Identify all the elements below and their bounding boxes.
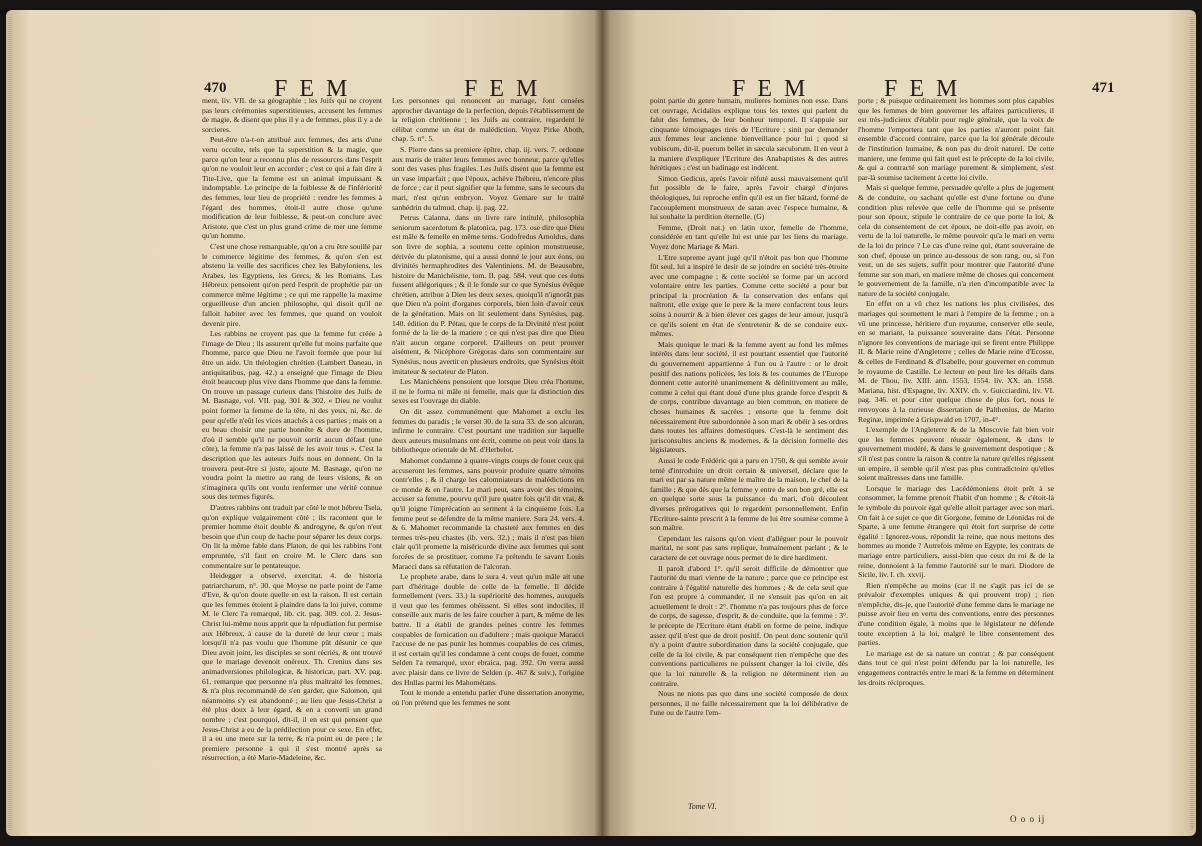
book-gutter [594, 10, 610, 836]
right-page-edge [1190, 16, 1194, 830]
paragraph: Les Manichéens pensoient que lorsque Dieu créa l'homme, il ne le forma ni mâle ni femelle, mais que la distinction des sexes est l'ouvrage du diable. [392, 377, 584, 406]
text-column [202, 96, 382, 826]
text-column [392, 96, 584, 826]
paragraph: En effet on a vû chez les nations les plus civilisées, des mariages qui soumettent le mari à l'empire de la femme ; on a vû une princesse, héritiere d'un royaume, conserver elle seule, en se mariant, la puissance souveraine dans l'état. Personne n'ignore les conventions de mariage qui se firent entre Philippe II. & Marie reine d'Angleterre ; celles de Marie reine d'Ecosse, & celles de Ferdinand & d'Isabelle, pour gouverner en commun le royaume de Castille. Le lecteur en peut lire les détails dans M. de Thou, liv. XIII. ann. 1553, 1554. liv. XX. an. 1558. Mariana, hist. d'Espagne, liv. XXIV. ch. v. Guicciardini, liv. VI. pag. 346. et pour citer quelque chose de plus fort, nous le renvoyons à la curieuse dissertation de Palthenius, de Marito Reginæ, imprimée à Grispwald en 1707, in-4°. [858, 299, 1054, 424]
gathering-mark: O o o ij [1010, 814, 1046, 824]
paragraph: Mais quoique le mari & la femme ayent au fond les mêmes intérêts dans leur société, il est pourtant essentiel que l'autorité du gouvernement appartienne à l'un ou à l'autre : or le droit positif des nations policées, les lois & les coutumes de l'Europe donnent cette autorité unanimement & définitivement au mâle, comme à celui qui étant doué d'une plus grande force d'esprit & de corps, contribue davantage au bien commun, en matiere de choses humaines & sacrées ; ensorte que la femme doit nécessairement être subordonnée à son mari & obéir à ses ordres dans toutes les affaires domestiques. C'est-là le sentiment des jurisconsultes anciens & modernes, & la décision formelle des législateurs. [650, 339, 848, 455]
paragraph: Aussi le code Frédéric qui a paru en 1750, & qui semble avoir tenté d'introduire un droit certain & universel, déclare que le mari est par sa nature même le maître de la maison, le chef de la famille ; & que dès que la femme y entre de son bon gré, elle est en quelque sorte sous la puissance du mari, d'où découlent diverses prérogatives qui le regardent personnellement. Enfin l'Ecriture-sainte prescrit à la femme de lui être soumise comme à son maître. [650, 455, 848, 533]
running-head: F E M [732, 76, 809, 102]
paragraph: Lorsque le mariage des Lacédémoniens étoit prêt à se consommer, la femme prenoit l'habit d'un homme ; & c'étoit-là le symbole du pouvoir égal qu'elle alloit partager avec son mari. On fait à ce sujet ce que dit Gorgone, femme de Léonidas roi de Sparte, à une femme étrangere qui étoit fort surprise de cette égalité : Ignorez-vous, répondit la reine, que nous mettons des hommes au monde ? Autrefois même en Egypte, les contrats de mariage entre particuliers, aussi-bien que ceux du roi & de la reine, donnoient à la femme l'autorité sur le mari. Diodore de Sicile, liv. I. ch. xxvij. [858, 483, 1054, 580]
volume-signature: Tome VI. [688, 802, 717, 811]
paragraph: Mahomet condamne à quatre-vingts coups de fouet ceux qui accuseront les femmes, sans pouvoir produire quatre témoins contr'elles ; & il charge les calomniateurs de malédictions en ce monde & en l'autre. Le mari peut, sans avoir des témoins, accuser sa femme, pourvu qu'il jure quatre fois qu'il dit vrai, & qu'il joigne l'imprécation au serment à la cinquieme fois. La femme peut se défendre de la même maniere. Sura 24. vers. 4. & 6. Mahomet recommande la chasteté aux femmes en des termes très-peu chastes (ib. vers. 32.) ; mais il n'est pas bien clair qu'il promette la miséricorde divine aux femmes qui sont forcées de se prostituer, comme l'a prétendu le savant Louis Maracci dans sa réfutation de l'alcoran. [392, 455, 584, 571]
page-number: 470 [204, 80, 227, 96]
running-head: F E M [884, 76, 961, 102]
text-column [650, 96, 848, 800]
left-page [6, 10, 602, 836]
page-number: 471 [1092, 80, 1115, 96]
paragraph: Les rabbins ne croyent pas que la femme fut créée à l'image de Dieu ; ils assurent qu'elle fut moins parfaite que l'homme, parce que Dieu ne l'avoit formée que pour lui être un aide. Un théologien chrétien (Lambert Daneau, in antiquitatibus, pag. 42.) a enseigné que l'image de Dieu étoit beaucoup plus vive dans l'homme que dans la femme. On trouve un passage curieux dans l'histoire des Juifs de M. Basnage, vol. VII. pag. 301 & 302. « Dieu ne voulut point former la femme de la tête, ni des yeux, ni, &c. de peur qu'elle n'eût les vices attachés à ces parties ; mais on a eu beau choisir une partie honnête & dure de l'homme, d'où il semble qu'il ne pouvoit sortir aucun défaut (une côte), la femme n'a pas laissé de les avoir tous ». C'est la description que les auteurs Juifs nous en donnent. On la trouvera peut-être si juste, ajoute M. Basnage, qu'on ne voudra point la mettre au rang de leurs visions, & on s'imaginera qu'ils ont voulu renfermer une vérité connue sous des termes figurés. [202, 329, 382, 502]
paragraph: Simon Gedicus, après l'avoir réfuté aussi mauvaisement qu'il fut possible de le faire, après l'avoir chargé d'injures théologiques, lui reproche enfin qu'il est un fier bâtard, formé de l'accouplement monstrueux de satan avec l'espece humaine, & lui souhaite la perdition éternelle. (G) [650, 173, 848, 222]
paragraph: Mais si quelque femme, persuadée qu'elle a plus de jugement & de conduite, ou sachant qu'elle est d'une fortune ou d'une condition plus relevée que celle de l'homme qui se présente pour son époux, stipule le contraire de ce que porte la loi, & cela du consentement de cet époux, ne doit-elle pas avoir, en vertu de la loi naturelle, le même pouvoir qu'a le mari en vertu de la loi du prince ? Le cas d'une reine qui, étant souveraine de son chef, épouse un prince au-dessous de son rang, ou, si l'on veut, un de ses sujets, suffit pour montrer que l'autorité d'une femme sur son mari, en matiere même de choses qui concernent le gouvernement de la famille, n'a rien d'incompatible avec la nature de la société conjugale. [858, 183, 1054, 298]
paragraph: L'Etre supreme ayant jugé qu'il n'étoit pas bon que l'homme fût seul, lui a inspiré le desir de se joindre en société très-étroite avec une compagne ; & cette société se forme par un accord volontaire entre les parties. Comme cette société a pour but principal la procréation & la conservation des enfans qui naîtront, elle exige que le pere & la mere confacrent tous leurs soins à nourrir & à bien élever ces gages de leur amour, jusqu'à ce qu'ils soient en état de s'entretenir & de se conduire eux-mêmes. [650, 252, 848, 339]
paragraph: C'est une chose remarquable, qu'on a cru être souillé par le commerce légitime des femmes, & qu'on s'en est abstenu la veille des sacrifices chez les Babyloniens, les Arabes, les Egyptiens, les Grecs, & les Romains. Les Hébreux pensoient qu'on perd l'esprit de prophétie par un commerce même légitime ; ce qui me rappelle la maxime orgueilleuse d'un ancien philosophe, qui disoit qu'il ne falloit habiter avec les femmes, que quand on vouloit devenir pire. [202, 241, 382, 328]
running-head: F E M [274, 76, 351, 102]
paragraph: point partie du genre humain, mulieres homines non esse. Dans cet ouvrage, Acidalius explique tous les textes qui parlent du falut des femmes, de leur bonheur temporel. Il s'appuie sur cinquante témoignages tirés de l'Ecriture ; sinit par demander aux femmes leur ancienne bienveillance pour lui ; quod si vobiscum, dit-il, puerum bellet in sæcula sæculorum. Il en veut à la maniere d'expliquer l'Ecriture des Anabaptistes & des autres hérétiques ; c'est un badinage est indécent. [650, 96, 848, 173]
paragraph: Le mariage est de sa nature un contrat ; & par conséquent dans tout ce qui n'est point défendu par la loi naturelle, les engagemens contractés entre le mari & la femme en déterminent les droits réciproques. [858, 648, 1054, 687]
paragraph: ment, liv. VII. de sa géographie ; les Juifs qui ne croyent pas leurs cérémonies superstitieuses, accusent les femmes de magie, & disent que plus il y a de femmes, plus il y a de sorcieres. [202, 96, 382, 134]
paragraph: Rien n'empêche au moins (car il ne s'agit pas ici de se prévaloir d'exemples uniques & qui prouvent trop) ; rien n'empêche, dis-je, que l'autorité d'une femme dans le mariage ne puisse avoir lieu en vertu des conventions, entre des personnes d'une condition égale, à moins que le législateur ne défende toute exception à la loi, malgré le libre consentement des parties. [858, 580, 1054, 648]
paragraph: porte ; & puisque ordinairement les hommes sont plus capables que les femmes de bien gouverner les affaires particulieres, il est très-judicieux d'établir pour regle générale, que la voix de l'homme l'emportera tant que les parties n'auront point fait ensemble d'accord contraire, parce que la loi générale découle de l'institution humaine, & non pas du droit naturel. De cette maniere, une femme qui fait quel est le précepte de la loi civile, & qui a contracté son mariage purement & simplement, s'est par-là soumise tacitement à cette loi civile. [858, 96, 1054, 182]
right-page [602, 10, 1196, 836]
running-head: F E M [464, 76, 541, 102]
paragraph: On dit assez communément que Mahomet a exclu les femmes du paradis ; le verset 30. de la sura 33. de son alcoran, infirme le contraire. C'est pourtant une tradition sur laquelle deux auteurs musulmans ont écrit, comme on peut voir dans la bibliotheque orientale de M. d'Herbelot. [392, 407, 584, 455]
paragraph: Heidegger a observé, exercitat. 4. de historia patriarcharum, n°. 30. que Moyse ne parle point de l'ame d'Eve, & qu'on doute quelle en est la raison. Il est certain que les femmes étoient à plaindre dans la loi juive, comme M. le Clerc l'a remarqué, lib. cit. pag. 309. col. 2. Jesus-Christ lui-même nous apprit que la répudiation fut permise aux Hébreux, à cause de la dureté de leur cœur ; mais lorsqu'il n'a pas voulu que l'homme pût désunir ce que Dieu avoit joint, les disciples se sont récriés, & ont trouvé que le mariage devenoit onéreux. Th. Crenius dans ses animadversiones philologicæ, & historicæ, part. XV. pag. 61. remarque que personne n'a plus maltraité les femmes, & n'a plus recommandé de s'en garder, que Salomon, qui néanmoins s'y est abandonné ; au lieu que Jesus-Christ a été plus doux à leur égard, & en a converti un grand nombre ; c'est pourquoi, dit-il, il en est qui pensent que Jesus-Christ a eu de la prédilection pour ce sexe. En effet, il a eu une mere sur la terre, & n'a point eu de pere ; le premiere personne à qui il s'est montré après sa résurrection, a été Marie-Madeleine, &c. [202, 571, 382, 763]
paragraph: Femme, (Droit nat.) en latin uxor, femelle de l'homme, considérée en tant qu'elle lui est unie par les liens du mariage. Voyez donc Mariage & Mari. [650, 222, 848, 251]
text-column [858, 96, 1054, 812]
paragraph: Les personnes qui renoncent au mariage, font censées approcher davantage de la perfection, depuis l'établissement de la religion chrétienne ; les Juifs au contraire, regardent le célibat comme un état de malédiction. Voyez Pirke Aboth, chap. 5. n°. 5. [392, 96, 584, 144]
paragraph: Cependant les raisons qu'on vient d'alléguer pour le pouvoir marital, ne sont pas sans replique, humainement parlant ; & le caractere de cet ouvrage nous permet de le dire hardiment. [650, 533, 848, 562]
paragraph: L'exemple de l'Angleterre & de la Moscovie fait bien voir que les femmes peuvent réussir également, & dans le gouvernement modéré, & dans le gouvernement despotique ; & s'il n'est pas contre la raison & contre la nature qu'elles régissent un empire, il semble qu'il n'est pas plus contradictoire qu'elles soient maîtresses dans une famille. [858, 425, 1054, 483]
paragraph: S. Pierre dans sa premiere épître, chap. iij. vers. 7. ordonne aux maris de traiter leurs femmes avec honneur, parce qu'elles sont des vases plus fragiles. Les Juifs disent que la femme est un vase imparfait ; que l'époux, achève l'hébreu, n'encore plus de force ; car il peut signifier que la femme, sans le secours du mari, n'est qu'un embryon. Voyez Gemare sur le traité sanhédrin du talmud, chap. ij. pag. 22. [392, 144, 584, 212]
paragraph: Petrus Calanna, dans un livre rare intitulé, philosophia seniorum sacerdotum & platonica, pag. 173. ose dire que Dieu est mâle & femelle en même tems. Godofredus Arnoldus, dans son livre de sophia, a soutenu cette opinion monstrueuse, dérivée du platonisme, qui a aussi donné le jour aux éons, ou divinités hermaphrodites des Valentiniens. M. de Beausobre, histoire du Manichéisme, tom. II. pag. 584. veut que ces éons fussent allégoriques ; & il le fonde sur ce que Synésius évêque chrétien, attribue à Dieu les deux sexes, quoiqu'il n'ignorât pas que Dieu n'a point d'organes corporels, bien loin d'avoir ceux de la génération. Mais on lit seulement dans Synésius, pag. 140. édition du P. Pétau, que le corps de la Divinité n'est point formé de la lie de la matiere ; ce qui n'est pas dire que Dieu n'ait aucun organe corporel. D'ailleurs on peut prouver aisément, & Nicéphore Grégoras dans son commentaire sur Synésius, nous avertit en plusieurs endroits, que Synésius étoit imitateur & sectateur de Platon. [392, 213, 584, 376]
paragraph: Il paroît d'abord 1°. qu'il seroit difficile de démontrer que l'autorité du mari vienne de la nature ; parce que ce principe est contraire à l'égalité naturelle des hommes ; & de cela seul que l'on est propre à commander, il ne s'ensuit pas qu'on en ait actuellement le droit : 2°. l'homme n'a pas toujours plus de force de corps, de sagesse, d'esprit, & de conduite, que la femme : 3°. le précepte de l'Ecriture étant établi en forme de peine, indique assez qu'il n'est que de droit positif. On peut donc soutenir qu'il n'y a point d'autre subordination dans la société conjugale, que celle de la loi civile, & par conséquent rien n'empêche que des conventions particulieres ne puissent changer la loi civile, dès que la loi naturelle & la religion ne déterminent rien au contraire. [650, 563, 848, 688]
paragraph: Le prophete arabe, dans le sura 4. veut qu'un mâle ait une part d'héritage double de celle de la femelle. Il décide formellement (vers. 33.) la supériorité des hommes, auxquels il veut que les femmes obéissent. Si elles sont indociles, il conseille aux maris de les faire coucher à part, & même de les battre. Il a établi de grandes peines contre les femmes coupables de fornication ou d'adultere ; mais quoique Maracci l'accuse de ne pas punir les hommes coupables de ces crimes, il est certain qu'il les condamne à cent coups de fouet, comme Selden l'a remarqué, uxor ebraica, pag. 392. On verra aussi avec plaisir dans ce livre de Selden (p. 467 & suiv.), l'origine des Hullas parmi les Mahométans. [392, 572, 584, 687]
paragraph: Tout le monde a entendu parler d'une dissertation anonyme, où l'on prétend que les femmes ne sont [392, 688, 584, 707]
paragraph: Nous ne nions pas que dans une société composée de deux personnes, il ne faille nécessairement que la loi délibérative de l'une ou de l'autre l'em- [650, 689, 848, 718]
left-page-edge [8, 16, 12, 830]
paragraph: Peut-être n'a-t-on attribué aux femmes, des arts d'une vertu occulte, tels que la superstition & la magie, que parce qu'on leur a reconnu plus de ressources dans l'esprit qu'on ne vouloit leur en accorder ; c'est ce qui a fait dire à Tite-Live, que la femme est un animal impuissant & indomptable. Le principe de la foiblesse & de l'infériorité des femmes, leur lieu de propriété : rendre les femmes à l'égard des hommes, étoit-il autre chose qu'une modification de leur foiblesse, & peut-on conclure avec Aristote, que c'est un plus grand crime de mer une femme qu'un homme. [202, 135, 382, 241]
paragraph: D'autres rabbins ont traduit par côté le mot hébreu Tsela, qu'on explique vulgairement côté ; ils racontent que le premier homme étoit double & androgyne, & qu'on n'eut besoin que d'un coup de hache pour séparer les deux corps. On lit la même fable dans Platon, de qui les rabbins l'ont empruntée, s'il faut en croire M. le Clerc dans son commentaire sur le pentateuque. [202, 502, 382, 570]
